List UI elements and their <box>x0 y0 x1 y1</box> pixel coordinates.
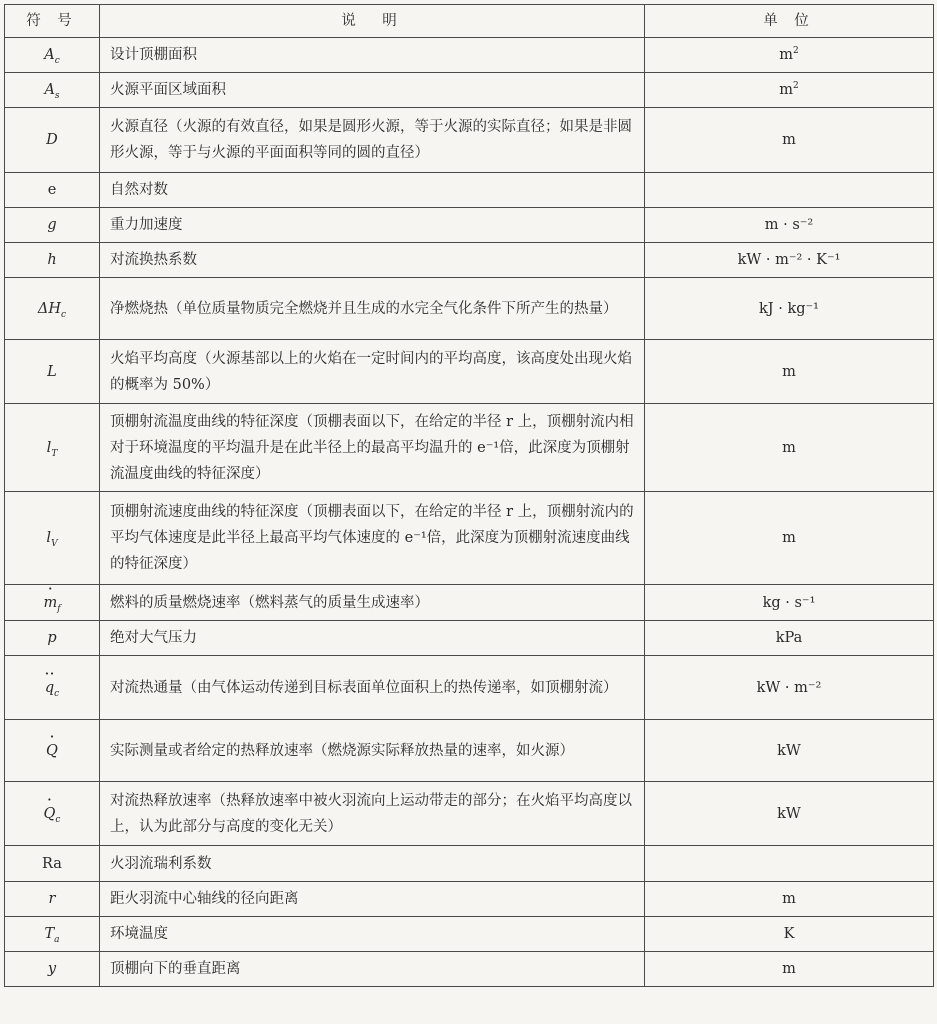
unit-cell: m <box>645 404 934 492</box>
symbol-cell: r <box>5 882 100 917</box>
table-row <box>5 656 934 720</box>
table-row <box>5 38 934 73</box>
table-row <box>5 340 934 404</box>
symbol-cell: L <box>5 340 100 404</box>
unit-cell: kW <box>645 782 934 846</box>
symbol-cell: · $m_f$ <box>5 585 100 621</box>
symbol-cell: $l_V$ <box>5 492 100 585</box>
symbol-cell: $\Delta H_c$ <box>5 278 100 340</box>
table-header-row <box>5 5 934 38</box>
table-row <box>5 846 934 882</box>
table-row <box>5 492 934 585</box>
unit-cell: m · s⁻² <box>645 208 934 243</box>
unit-cell: m <box>645 492 934 585</box>
description-cell: 距火羽流中心轴线的径向距离 <box>100 882 645 917</box>
description-cell: 燃料的质量燃烧速率（燃料蒸气的质量生成速率） <box>100 585 645 621</box>
description-cell: 顶棚射流速度曲线的特征深度（顶棚表面以下，在给定的半径 r 上，顶棚射流内的平均气体速度是此半径上最高平均气体速度的 e⁻¹倍，此深度为顶棚射流速度曲线的特征深度） <box>100 492 645 585</box>
description-cell: 火羽流瑞利系数 <box>100 846 645 882</box>
symbol-cell: $A_c$ <box>5 38 100 73</box>
description-cell: 顶棚射流温度曲线的特征深度（顶棚表面以下，在给定的半径 r 上，顶棚射流内相对于环境温度的平均温升是在此半径上的最高平均温升的 e⁻¹倍，此深度为顶棚射流温度曲线的特征深度） <box>100 404 645 492</box>
unit-cell: $m^2$ <box>645 38 934 73</box>
unit-cell: m <box>645 882 934 917</box>
header-description: 说 明 <box>100 5 645 38</box>
table-row <box>5 917 934 952</box>
description-cell: 火源直径（火源的有效直径，如果是圆形火源，等于火源的实际直径；如果是非圆形火源，等于与火源的平面面积等同的圆的直径） <box>100 108 645 173</box>
table-row <box>5 621 934 656</box>
table-row <box>5 782 934 846</box>
symbol-cell: $l_T$ <box>5 404 100 492</box>
symbol-cell: ·· $q_c$ <box>5 656 100 720</box>
description-cell: 顶棚向下的垂直距离 <box>100 952 645 987</box>
description-cell: 设计顶棚面积 <box>100 38 645 73</box>
unit-cell: kJ · kg⁻¹ <box>645 278 934 340</box>
symbol-cell: $T_a$ <box>5 917 100 952</box>
unit-cell: m <box>645 340 934 404</box>
unit-cell: $m^2$ <box>645 73 934 108</box>
description-cell: 对流热释放速率（热释放速率中被火羽流向上运动带走的部分；在火焰平均高度以上，认为此部分与高度的变化无关） <box>100 782 645 846</box>
symbol-cell: y <box>5 952 100 987</box>
description-cell: 火焰平均高度（火源基部以上的火焰在一定时间内的平均高度，该高度处出现火焰的概率为 50%） <box>100 340 645 404</box>
symbol-cell: e <box>5 173 100 208</box>
table-row <box>5 952 934 987</box>
unit-cell: kW · m⁻² <box>645 656 934 720</box>
symbol-cell: Ra <box>5 846 100 882</box>
table-row <box>5 73 934 108</box>
description-cell: 净燃烧热（单位质量物质完全燃烧并且生成的水完全气化条件下所产生的热量） <box>100 278 645 340</box>
unit-cell <box>645 173 934 208</box>
description-cell: 对流换热系数 <box>100 243 645 278</box>
unit-cell: m <box>645 952 934 987</box>
unit-cell: kg · s⁻¹ <box>645 585 934 621</box>
unit-cell: K <box>645 917 934 952</box>
description-cell: 自然对数 <box>100 173 645 208</box>
table-row <box>5 720 934 782</box>
header-symbol: 符 号 <box>5 5 100 38</box>
description-cell: 重力加速度 <box>100 208 645 243</box>
unit-cell: kPa <box>645 621 934 656</box>
description-cell: 环境温度 <box>100 917 645 952</box>
table-row <box>5 243 934 278</box>
table-row <box>5 173 934 208</box>
table-row <box>5 585 934 621</box>
symbol-cell: p <box>5 621 100 656</box>
symbol-cell: D <box>5 108 100 173</box>
unit-cell: kW <box>645 720 934 782</box>
header-unit: 单 位 <box>645 5 934 38</box>
table-row <box>5 278 934 340</box>
symbol-cell: · Q <box>5 720 100 782</box>
symbol-cell: g <box>5 208 100 243</box>
description-cell: 实际测量或者给定的热释放速率（燃烧源实际释放热量的速率，如火源） <box>100 720 645 782</box>
symbol-cell: · $Q_c$ <box>5 782 100 846</box>
description-cell: 对流热通量（由气体运动传递到目标表面单位面积上的热传递率，如顶棚射流） <box>100 656 645 720</box>
unit-cell <box>645 846 934 882</box>
description-cell: 绝对大气压力 <box>100 621 645 656</box>
unit-cell: kW · m⁻² · K⁻¹ <box>645 243 934 278</box>
description-cell: 火源平面区域面积 <box>100 73 645 108</box>
unit-cell: m <box>645 108 934 173</box>
table-row <box>5 108 934 173</box>
symbol-table <box>4 4 934 987</box>
table-row <box>5 208 934 243</box>
symbol-cell: $A_s$ <box>5 73 100 108</box>
table-row <box>5 882 934 917</box>
table-row <box>5 404 934 492</box>
symbol-cell: h <box>5 243 100 278</box>
